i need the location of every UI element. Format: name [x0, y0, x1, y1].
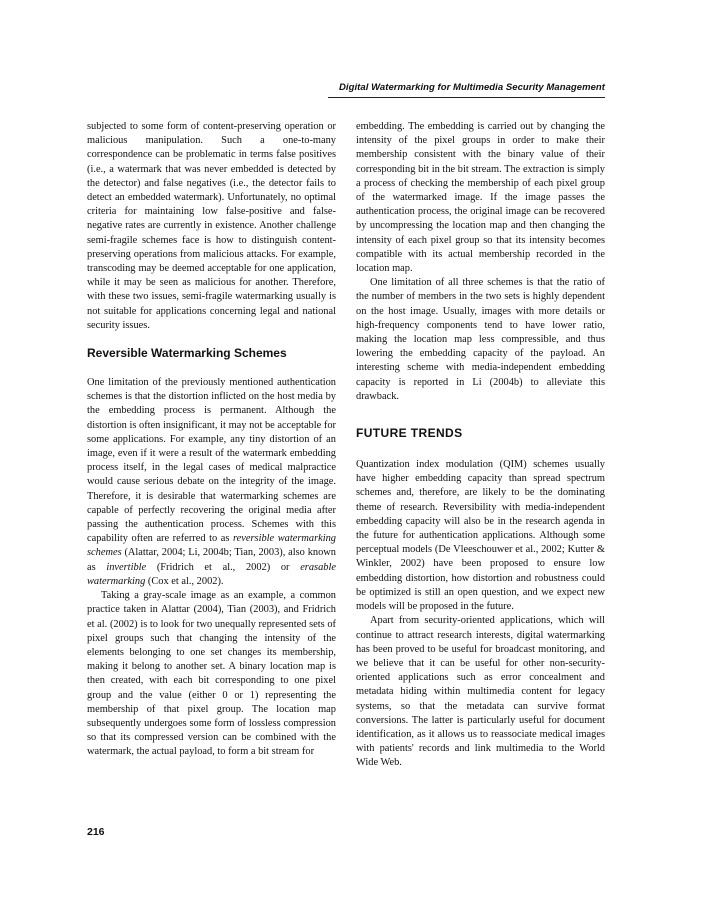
- left-paragraph-3: Taking a gray-scale image as an example, a common practice taken in Alattar (2004), Tian (2003), and Fridrich et al. (2002) is to look for two unequally represented sets of pixel groups such that changing the intensity of the elements belonging to one set changes its membership, making it belong to another set. A binary location map is then created, with each bit corresponding to one pixel group and the value (either 0 or 1) representing the membership of that pixel group. The location map subsequently undergoes some form of lossless compression so that its compressed version can be combined with the watermark, the actual payload, to form a bit stream for: [87, 590, 336, 758]
- right-paragraph-3: Quantization index modulation (QIM) schemes usually have higher embedding capacity than spread spectrum schemes and, therefore, are likely to be the dominating theme of research. Reversibility with media-independent embedding capacity will also be in the research agenda in the future for authentication applications. Although some perceptual models (De Vleeschouwer et al., 2002; Kutter & Winkler, 2002) have been proposed to ensure low embedding distortion, how distortion and robustness could be optimized is still an open question, and we expect new models will be proposed in the future.: [356, 459, 605, 613]
- header-rule: [328, 97, 605, 98]
- p2-mid-1: (Alattar, 2004; Li, 2004b; Tian, 2003), also known as: [87, 547, 336, 573]
- right-paragraph-4: Apart from security-oriented applications, which will continue to attract research interests, digital watermarking has been proved to be useful for broadcast monitoring, and we believe that it can be useful for other non-security-oriented applications such as error concealment and metadata hiding within multimedia content for legacy systems, so that the metadata can survive format conversions. The latter is particularly useful for document identification, as it allows us to reassociate medical images with patients' records and link multimedia to the World Wide Web.: [356, 615, 605, 769]
- right-paragraph-1: embedding. The embedding is carried out by changing the intensity of the pixel groups in order to make their membership consistent with the binary value of their corresponding bit in the bit stream. The extraction is simply a process of checking the membership of each pixel group of the watermarked image. If the image passes the authentication process, the original image can be recovered by uncompressing the location map and then changing the intensity of each pixel group so that its intensity becomes compatible with its actual membership recorded in the location map.: [356, 121, 605, 275]
- page-number: 216: [87, 826, 105, 838]
- running-header: Digital Watermarking for Multimedia Security Management: [339, 82, 605, 93]
- term-erasable: erasable watermarking: [87, 561, 336, 587]
- section-heading-future-trends: FUTURE TRENDS: [356, 426, 463, 441]
- left-paragraph-2: [87, 376, 336, 589]
- p2-mid-2: (Fridrich et al., 2002) or: [146, 561, 301, 573]
- right-column: [356, 120, 605, 771]
- p2-lead: One limitation of the previously mentioned authentication schemes is that the distortion inflicted on the host media by the embedding process is permanent. Although the distortion is often insignificant, it may not be acceptable for some applications. For example, any tiny distortion of an image, even if it were a result of the watermark embedding process itself, in the legal cases of medical malpractice would cause serious debate on the integrity of the image. Therefore, it is desirable that watermarking schemes are capable of perfectly recovering the original media after passing the authentication process. Schemes with this capability often are referred to as: [87, 377, 336, 545]
- left-column: [87, 120, 336, 760]
- left-paragraph-1: subjected to some form of content-preserving operation or malicious manipulation. Such a one-to-many correspondence can be problematic in terms false positives (i.e., a watermark that was never embedded is detected by the detector) and false negatives (i.e., the detector fails to detect an embedded watermark). Unfortunately, no optimal criteria for maintaining low false-positive and false-negative rates are currently in existence. Another challenge semi-fragile schemes face is how to distinguish content-preserving operations from malicious attacks. For example, transcoding may be deemed acceptable for one application, while it may be seen as malicious for another. Therefore, with these two issues, semi-fragile watermarking usually is not suitable for applications concerning legal and national security issues.: [87, 121, 336, 331]
- right-paragraph-2: One limitation of all three schemes is that the ratio of the number of members in the two sets is highly dependent on the host image. Usually, images with more details or high-frequency components tend to have lower ratio, making the location map less compressible, and thus lowering the embedding capacity of the payload. An interesting scheme with media-independent embedding capacity is reported in Li (2004b) to alleviate this drawback.: [356, 277, 605, 402]
- p2-tail: (Cox et al., 2002).: [145, 575, 224, 587]
- term-reversible: reversible watermarking schemes: [87, 533, 337, 559]
- term-invertible: invertible: [106, 561, 147, 573]
- section-heading-reversible: Reversible Watermarking Schemes: [87, 346, 287, 361]
